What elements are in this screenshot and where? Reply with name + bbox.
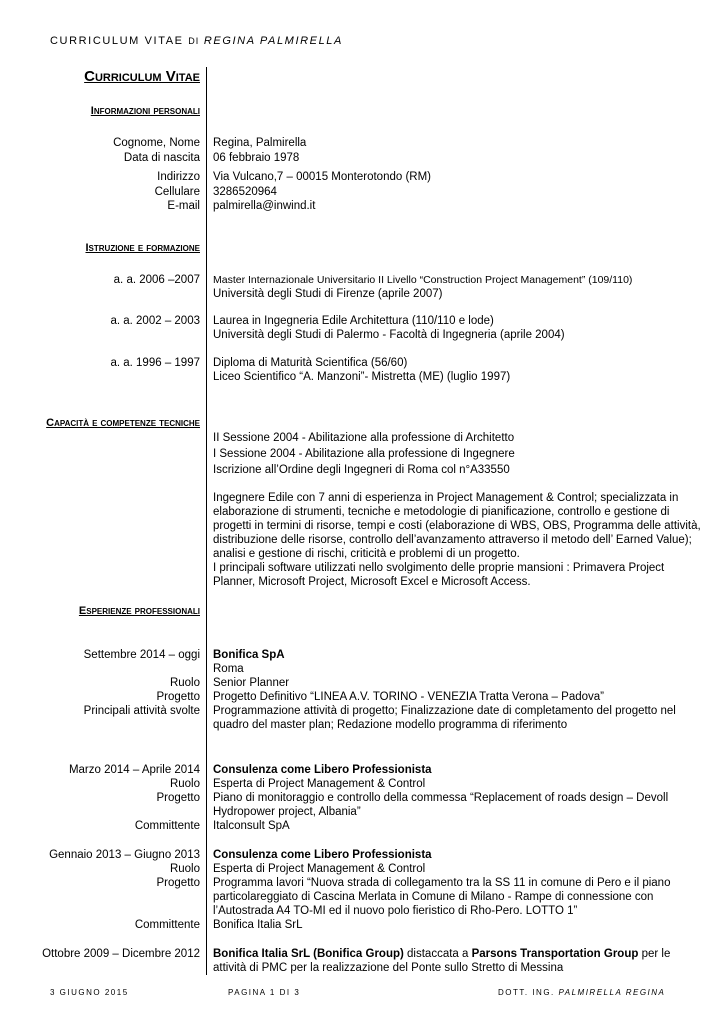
email-label: E-mail — [167, 200, 200, 212]
skills-qualifications — [213, 431, 705, 477]
address-value: Via Vulcano,7 – 00015 Monterotondo (RM) — [213, 171, 431, 183]
role-value: Esperta di Project Management & Control — [213, 863, 426, 875]
section-heading-skills: Capacità e competenze tecniche — [46, 417, 200, 429]
name-label: Cognome, Nome — [113, 137, 200, 149]
experience-company: Bonifica Italia SrL (Bonifica Group) — [213, 948, 404, 960]
role-value: Esperta di Project Management & Control — [213, 778, 426, 790]
skills-description — [213, 491, 705, 589]
running-header — [50, 34, 343, 48]
education-degree-institution: Università degli Studi di Palermo - Facoltà di Ingegneria (aprile 2004) — [213, 329, 565, 341]
experience-period: Settembre 2014 – oggi — [83, 649, 200, 661]
experience-company-secondary: Parsons Transportation Group — [471, 948, 639, 960]
project-label: Progetto — [156, 877, 200, 889]
experience-period: Marzo 2014 – Aprile 2014 — [68, 764, 200, 776]
footer-date: 3 GIUGNO 2015 — [50, 988, 129, 997]
education-degree — [213, 314, 705, 342]
education-degree-institution: Liceo Scientifico “A. Manzoni”- Mistretta (ME) (luglio 1997) — [213, 371, 511, 383]
project-value: Programma lavori “Nuova strada di collegamento tra la SS 11 in comune di Pero e il piano particolareggiato di Cascina Merlata in Comune di Milano - Rampe di connessione con l’Autostrada A4 TO-MI ed il nuovo polo fieristico di Rho-Pero. LOTTO 1” — [213, 877, 671, 917]
education-period: a. a. 2006 –2007 — [113, 274, 200, 286]
skills-paragraph: Ingegnere Edile con 7 anni di esperienza in Project Management & Control; specializzata in elaborazione di strumenti, tecniche e metodologie di pianificazione, controllo e gestione di progetti in termini di risorse, tempi e costi (elaborazione di WBS, OBS, Programma delle attività, distribuzione delle risorse, controllo dell’avanzamento attraverso il metodo dell’ Earned Value); analisi e gestione di rischi, criticità e problemi di un progetto. — [213, 492, 701, 560]
education-degree-title: Master Internazionale Universitario II Livello “Construction Project Management” (109/110) — [213, 274, 633, 286]
experience-company: Consulenza come Libero Professionista — [213, 764, 432, 776]
project-label: Progetto — [156, 792, 200, 804]
experience-period: Gennaio 2013 – Giugno 2013 — [49, 849, 200, 861]
client-label: Committente — [134, 919, 200, 931]
education-degree — [213, 273, 705, 301]
education-degree — [213, 356, 705, 384]
experience-company: Bonifica SpA — [213, 649, 285, 661]
education-period: a. a. 2002 – 2003 — [110, 315, 200, 327]
running-header-label: CURRICULUM VITAE — [50, 35, 184, 47]
education-degree-institution: Università degli Studi di Firenze (aprile 2007) — [213, 288, 443, 300]
section-heading-experience: Esperienze professionali — [78, 605, 200, 617]
education-degree-title: Diploma di Maturità Scientifica (56/60) — [213, 357, 408, 369]
client-value: Italconsult SpA — [213, 820, 290, 832]
running-header-name: REGINA PALMIRELLA — [203, 35, 343, 47]
education-degree-title: Laurea in Ingegneria Edile Architettura (110/110 e lode) — [213, 315, 494, 327]
activities-value: Programmazione attività di progetto; Finalizzazione date di completamento del progetto nel quadro del master plan; Redazione modello programma di riferimento — [213, 705, 676, 731]
document-title: Curriculum Vitae — [84, 68, 200, 85]
project-value: Piano di monitoraggio e controllo della commessa “Replacement of roads design – Devoll Hydropower project, Albania” — [213, 792, 669, 818]
experience-company: Consulenza come Libero Professionista — [213, 849, 432, 861]
qualification-line: I Sessione 2004 - Abilitazione alla professione di Ingegnere — [213, 448, 515, 460]
dob-value: 06 febbraio 1978 — [213, 152, 300, 164]
column-divider — [206, 67, 207, 975]
phone-value: 3286520964 — [213, 186, 277, 198]
experience-description — [213, 947, 705, 975]
name-value: Regina, Palmirella — [213, 137, 307, 149]
education-period: a. a. 1996 – 1997 — [110, 357, 200, 369]
role-label: Ruolo — [169, 677, 200, 689]
role-value: Senior Planner — [213, 677, 290, 689]
role-label: Ruolo — [169, 863, 200, 875]
section-heading-education: Istruzione e formazione — [85, 242, 200, 254]
client-label: Committente — [134, 820, 200, 832]
client-value: Bonifica Italia SrL — [213, 919, 303, 931]
footer-author — [498, 986, 665, 1000]
experience-description-tail: per le attività di PMC per la realizzazione del Ponte sullo Stretto di Messina — [213, 948, 671, 974]
activities-label: Principali attività svolte — [83, 705, 200, 717]
phone-label: Cellulare — [154, 186, 200, 198]
qualification-line: Iscrizione all’Ordine degli Ingegneri di Roma col n°A33550 — [213, 464, 510, 476]
running-header-di: DI — [188, 36, 200, 46]
dob-label: Data di nascita — [123, 152, 200, 164]
project-label: Progetto — [156, 691, 200, 703]
footer-page-number: PAGINA 1 DI 3 — [228, 988, 301, 997]
project-value: Progetto Definitivo “LINEA A.V. TORINO - VENEZIA Tratta Verona – Padova” — [213, 691, 604, 703]
experience-period: Ottobre 2009 – Dicembre 2012 — [42, 948, 200, 960]
footer-author-name: PALMIRELLA REGINA — [558, 988, 666, 997]
qualification-line: II Sessione 2004 - Abilitazione alla professione di Architetto — [213, 432, 515, 444]
software-paragraph: I principali software utilizzati nello svolgimento delle proprie mansioni : Primavera Project Planner, Microsoft Project, Microsoft Excel e Microsoft Access. — [213, 562, 665, 588]
experience-city: Roma — [213, 663, 244, 675]
section-heading-personal: Informazioni personali — [90, 105, 200, 117]
role-label: Ruolo — [169, 778, 200, 790]
footer-author-prefix: DOTT. ING. — [498, 988, 555, 997]
address-label: Indirizzo — [157, 171, 200, 183]
email-value: palmirella@inwind.it — [213, 200, 316, 212]
experience-connector: distaccata a — [403, 948, 472, 960]
